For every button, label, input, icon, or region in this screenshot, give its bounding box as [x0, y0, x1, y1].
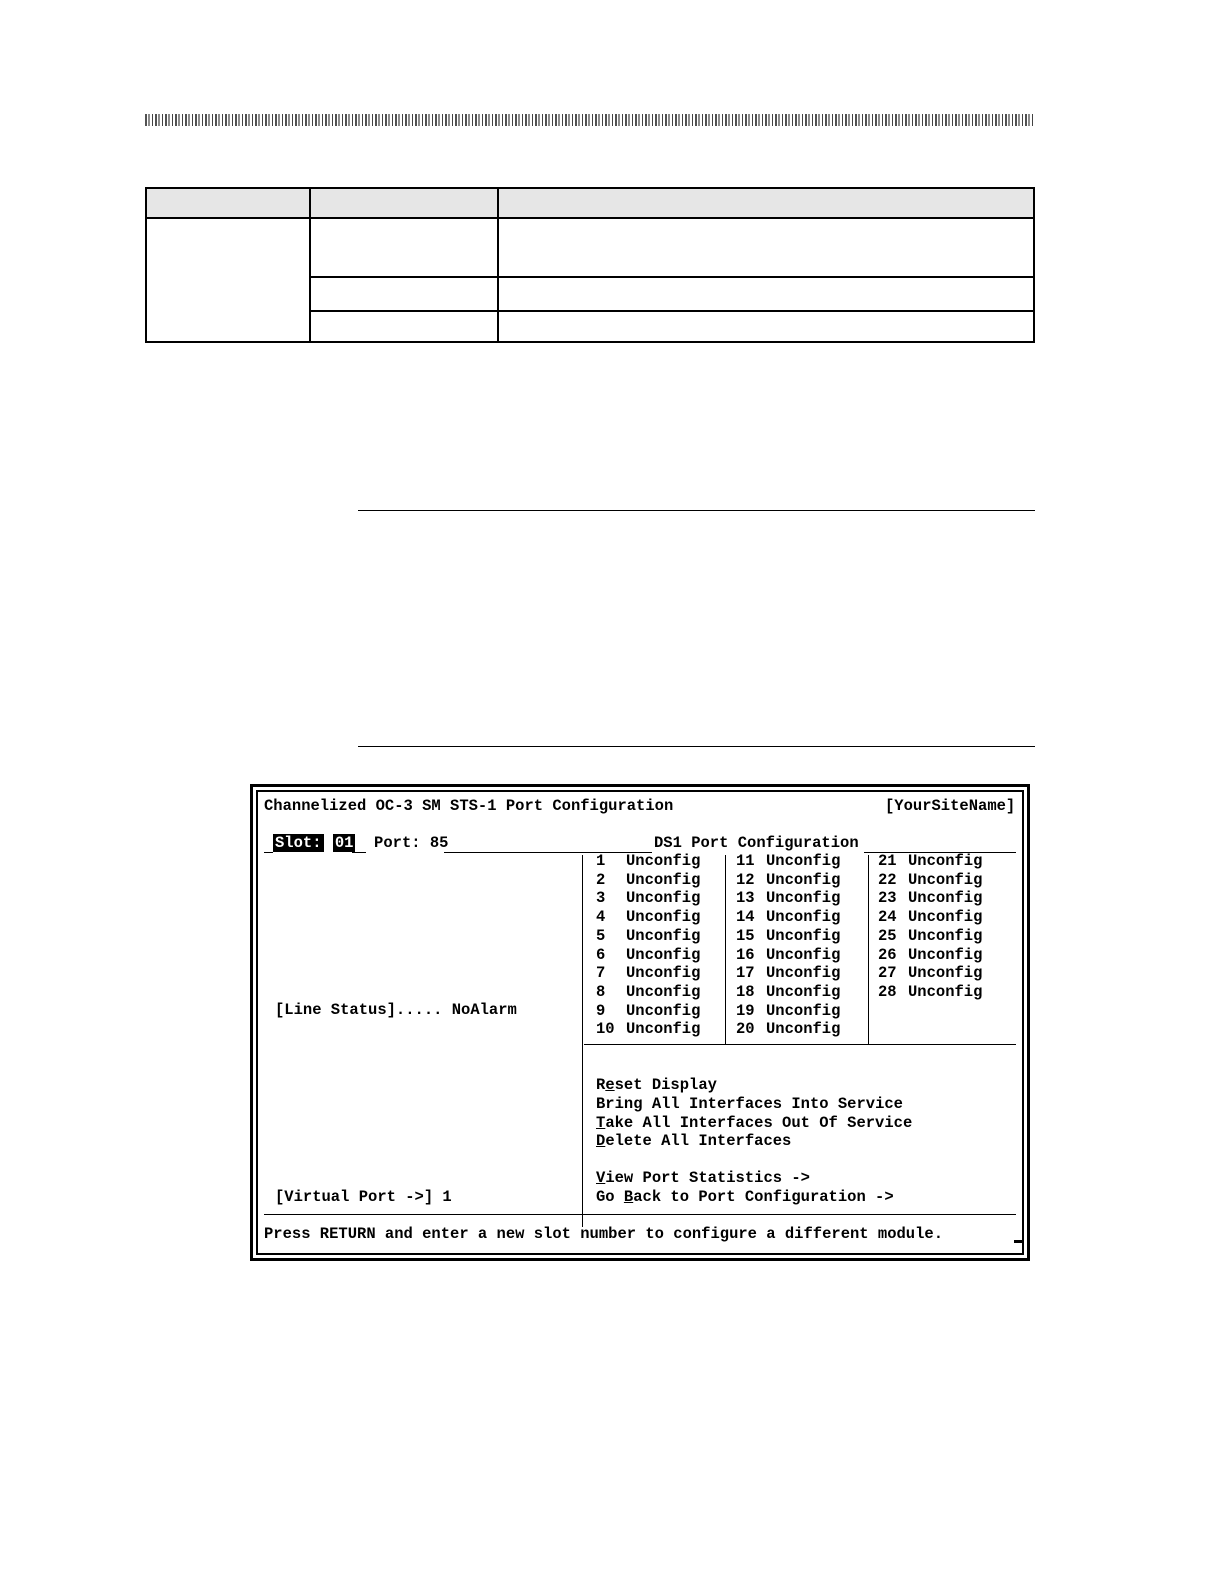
divider-line — [352, 852, 366, 853]
page-header-band — [145, 114, 1035, 126]
line-status: [Line Status]..... NoAlarm — [275, 1001, 517, 1019]
port-number: 14 — [736, 908, 755, 927]
port-number: 8 — [596, 982, 606, 1001]
table-row — [146, 218, 1034, 277]
menu-take-out-of-service[interactable]: Take All Interfaces Out Of Service — [596, 1114, 913, 1132]
port-status[interactable]: Unconfig — [908, 889, 983, 908]
port-number: 17 — [736, 964, 755, 983]
port-status[interactable]: Unconfig — [908, 982, 983, 1001]
panel-divider — [582, 855, 583, 1227]
port-number: 2 — [596, 870, 606, 889]
menu-delete-all-interfaces[interactable]: Delete All Interfaces — [596, 1132, 792, 1150]
document-table — [145, 187, 1035, 343]
port-status[interactable]: Unconfig — [766, 926, 841, 945]
port-status[interactable]: Unconfig — [626, 889, 701, 908]
port-status[interactable]: Unconfig — [626, 982, 701, 1001]
site-name: [YourSiteName] — [885, 797, 1016, 815]
port-number: 3 — [596, 889, 606, 908]
port-number: 7 — [596, 964, 606, 983]
menu-view-port-statistics[interactable]: View Port Statistics -> — [596, 1169, 810, 1187]
port-number: 5 — [596, 926, 606, 945]
menu-go-back[interactable]: Go Back to Port Configuration -> — [596, 1188, 894, 1206]
column-divider — [725, 855, 726, 1045]
terminal-screen — [264, 794, 1024, 1254]
virtual-port[interactable]: [Virtual Port ->] 1 — [275, 1188, 452, 1206]
menu-bring-into-service[interactable]: Bring All Interfaces Into Service — [596, 1095, 903, 1113]
port-status[interactable]: Unconfig — [908, 926, 983, 945]
port-grid-bottom-line — [584, 1044, 1016, 1045]
port-number: 15 — [736, 926, 755, 945]
section-rule-bottom — [358, 746, 1035, 747]
port-number: 20 — [736, 1020, 755, 1039]
port-number: 25 — [878, 926, 897, 945]
terminal-window — [250, 784, 1030, 1261]
port-status[interactable]: Unconfig — [908, 908, 983, 927]
port-number: 12 — [736, 870, 755, 889]
section-rule-top — [358, 510, 1035, 511]
text-cursor — [1014, 1240, 1024, 1243]
port-number: 16 — [736, 945, 755, 964]
port-status[interactable]: Unconfig — [908, 852, 983, 870]
port-status[interactable]: Unconfig — [766, 889, 841, 908]
port-number: 9 — [596, 1001, 606, 1020]
port-status[interactable]: Unconfig — [626, 870, 701, 889]
port-status[interactable]: Unconfig — [766, 1020, 841, 1039]
port-number: 18 — [736, 982, 755, 1001]
port-status[interactable]: Unconfig — [766, 870, 841, 889]
port-status[interactable]: Unconfig — [766, 852, 841, 870]
port-status[interactable]: Unconfig — [908, 870, 983, 889]
port-number: 27 — [878, 964, 897, 983]
port-number: 26 — [878, 945, 897, 964]
status-message: Press RETURN and enter a new slot number to configure a different module. — [264, 1225, 944, 1243]
port-number: 19 — [736, 1001, 755, 1020]
slot-label: Slot: — [275, 834, 322, 852]
port-number: 22 — [878, 870, 897, 889]
port-status[interactable]: Unconfig — [626, 1001, 701, 1020]
port-status[interactable]: Unconfig — [626, 1020, 701, 1039]
port-number: 21 — [878, 852, 897, 870]
divider-line — [444, 852, 652, 853]
port-number: 6 — [596, 945, 606, 964]
port-number: 1 — [596, 852, 606, 870]
port-number: 28 — [878, 982, 897, 1001]
port-status[interactable]: Unconfig — [626, 908, 701, 927]
port-status[interactable]: Unconfig — [766, 908, 841, 927]
port-status[interactable]: Unconfig — [766, 982, 841, 1001]
port-number: 13 — [736, 889, 755, 908]
port-status[interactable]: Unconfig — [766, 1001, 841, 1020]
port-number: 11 — [736, 852, 755, 870]
port-number: 24 — [878, 908, 897, 927]
port-number: 23 — [878, 889, 897, 908]
port-status[interactable]: Unconfig — [626, 964, 701, 983]
slot-row — [273, 834, 448, 852]
table-header-row — [146, 188, 1034, 218]
port-label: Port: 85 — [374, 834, 449, 852]
port-status[interactable]: Unconfig — [626, 852, 701, 870]
status-divider — [264, 1214, 1016, 1215]
port-status[interactable]: Unconfig — [908, 964, 983, 983]
port-status[interactable]: Unconfig — [766, 945, 841, 964]
menu-reset-display[interactable]: Reset Display — [596, 1076, 717, 1094]
port-status[interactable]: Unconfig — [626, 945, 701, 964]
column-divider — [868, 855, 869, 1045]
section-title: DS1 Port Configuration — [654, 834, 859, 852]
port-number: 4 — [596, 908, 606, 927]
port-status[interactable]: Unconfig — [626, 926, 701, 945]
port-status[interactable]: Unconfig — [908, 945, 983, 964]
divider-line — [264, 852, 273, 853]
slot-input[interactable]: 01 — [334, 834, 354, 852]
screen-title: Channelized OC-3 SM STS-1 Port Configuration — [264, 797, 674, 815]
port-status[interactable]: Unconfig — [766, 964, 841, 983]
port-number: 10 — [596, 1020, 615, 1039]
